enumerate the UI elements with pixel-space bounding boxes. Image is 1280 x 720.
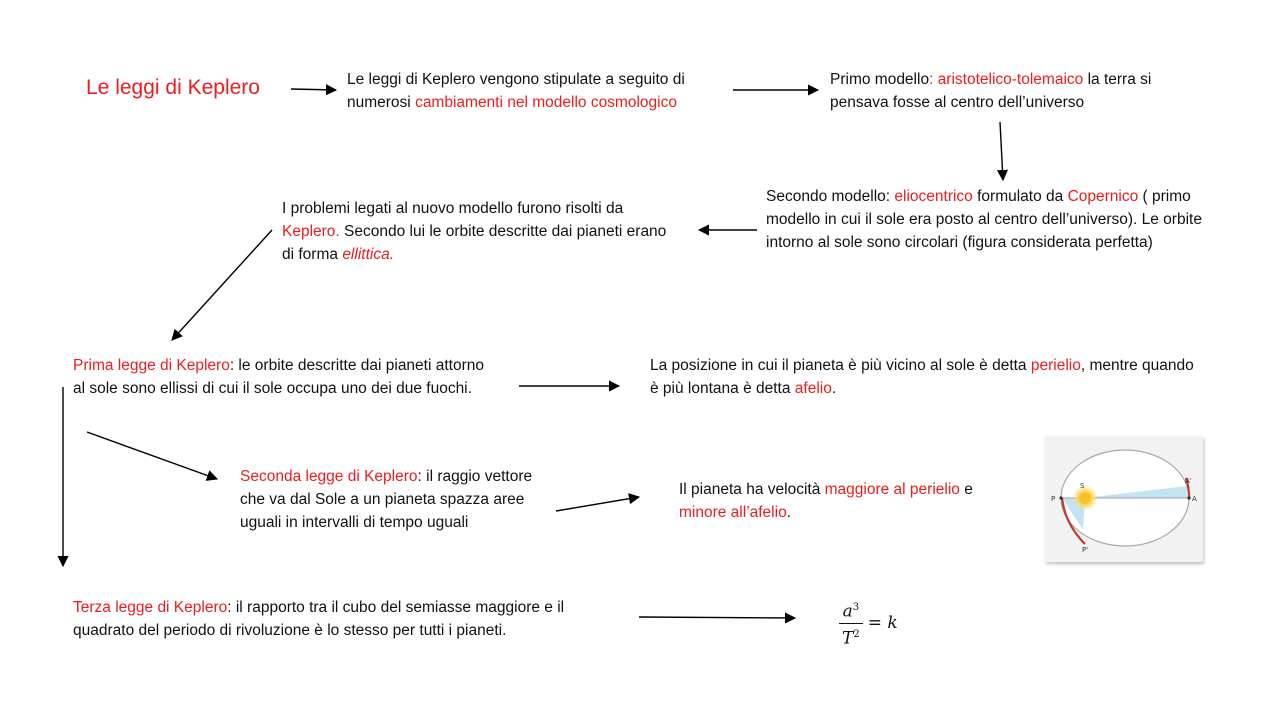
- page-title: Le leggi di Keplero: [86, 76, 260, 99]
- formula-numerator: $a^3$: [839, 598, 864, 624]
- formula-rhs: = k: [867, 613, 898, 634]
- arrow-title-to-step1: [291, 89, 336, 90]
- arrow-law1-to-law2: [87, 432, 217, 479]
- formula-fraction: [838, 598, 864, 648]
- law1-note-text: La posizione in cui il pianeta è più vicino al sole è detta perielio, mentre quando è più lontana è detta afelio.: [650, 357, 1194, 397]
- formula-denominator: $T^2$: [842, 628, 860, 649]
- a-label: A: [1192, 495, 1197, 503]
- arrow-step4-to-law1: [172, 230, 272, 340]
- law3-text: Terza legge di Keplero: il rapporto tra il cubo del semiasse maggiore e il quadrato del periodo di rivoluzione è lo stesso per tutti i pianeti.: [73, 599, 565, 639]
- step2-text: Primo modello: aristotelico-tolemaico la terra si pensava fosse al centro dell’universo: [830, 71, 1152, 111]
- sun-label: S: [1080, 482, 1085, 490]
- step1-text: Le leggi di Keplero vengono stipulate a seguito di numerosi cambiamenti nel modello cosmologico: [347, 71, 685, 111]
- arrow-law2-to-note: [556, 497, 639, 511]
- arrow-law3-to-formula: [639, 617, 795, 618]
- orbit-diagram: [1045, 436, 1203, 562]
- law2-note-text: Il pianeta ha velocità maggiore al perielio e minore all’afelio.: [679, 481, 973, 521]
- law2-text: Seconda legge di Keplero: il raggio vettore che va dal Sole a un pianeta spazza aree uguali in intervalli di tempo uguali: [240, 468, 533, 531]
- p-label: P: [1051, 495, 1056, 503]
- law1-text: Prima legge di Keplero: le orbite descritte dai pianeti attorno al sole sono ellissi di cui il sole occupa uno dei due fuochi.: [73, 357, 484, 397]
- kepler-third-law-formula: [838, 598, 898, 648]
- point-a: [1187, 496, 1190, 499]
- arrow-step2-to-step3: [1000, 122, 1003, 180]
- step3-text: Secondo modello: eliocentrico formulato da Copernico ( primo modello in cui il sole era posto al centro dell’universo). Le orbite intorno al sole sono circolari (figura considerata perfetta): [766, 188, 1202, 251]
- sun-icon: [1079, 492, 1091, 504]
- step4-text: I problemi legati al nuovo modello furono risolti da Keplero. Secondo lui le orbite descritte dai pianeti erano di forma ellittica.: [282, 200, 667, 263]
- elliptical-orbit-figure: [1045, 436, 1203, 562]
- point-p: [1059, 496, 1062, 499]
- a-prime-label: A': [1185, 477, 1192, 485]
- p-prime-label: P': [1082, 546, 1089, 554]
